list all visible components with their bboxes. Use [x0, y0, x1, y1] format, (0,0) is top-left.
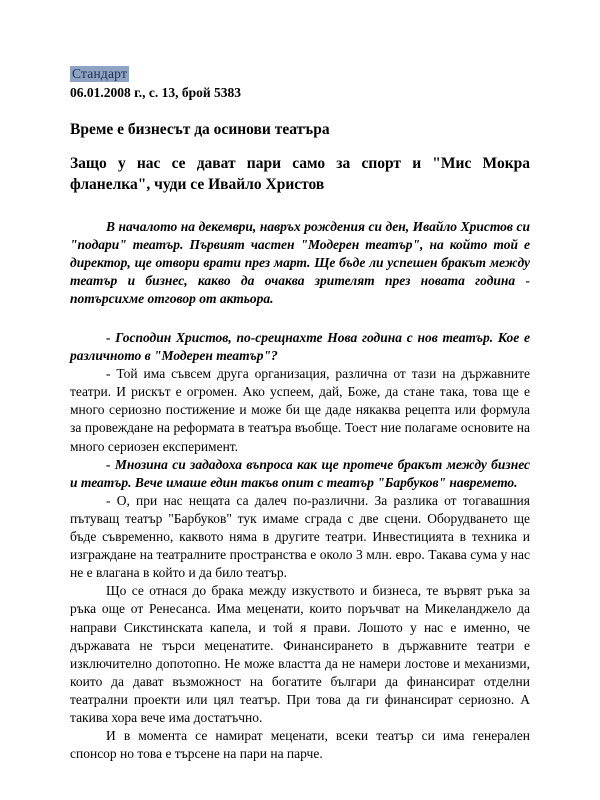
- article-subtitle: Защо у нас се дават пари само за спорт и "Мис Мокра фланелка", чуди се Ивайло Христов: [70, 155, 530, 193]
- publication-info: 06.01.2008 г., с. 13, брой 5383: [70, 85, 242, 100]
- body-paragraph-3: Що се отнася до брака между изкуството и бизнеса, те вървят ръка за ръка още от Ренесанса. Има меценати, които поръчват на Микеланджело да направи Сикстинската капела, и той я прави. Лошото у нас е именно, че държавата не търси меценатите. Финансирането в държавните театри е изключително допотопно. Не може властта да не намери лостове и механизми, които да дават възможност на богатите българи да финансират отделни театрални проекти или цял театър. При това да ги финансират сериозно. А такива хора вече има достатъчно.: [70, 583, 530, 725]
- article-body: [70, 329, 530, 763]
- interview-question-2: - Мнозина си зададоха въпроса как ще протече бракът между бизнес и театър. Вече имаше един такъв опит с театър "Барбуков" навремето.: [70, 456, 530, 490]
- article-lead: В началото на декември, навръх рождения си ден, Ивайло Христов си "подари" театър. Първият частен "Модерен театър", на който той е директор, ще отвори врати през март. Ще бъде ли успешен бракът между театър и бизнес, какво да очаква зрителят през новата година - потърсихме отговор от актьора.: [70, 219, 530, 306]
- interview-answer-2: - О, при нас нещата са далеч по-различни. За разлика от тогавашния пътуващ театър "Барбуков" тук имаме сграда с две сцени. Оборудването ще бъде съвременно, каквото няма в другите театри. Инвестицията в техника и изграждане на театралните пространства е около 3 млн. евро. Такава сума у нас не е влагана в който и да било театър.: [70, 492, 530, 581]
- interview-answer-1: - Той има съвсем друга организация, различна от тази на държавните театри. И рискът е огромен. Ако успеем, дай, Боже, да стане така, това ще е много сериозно постижение и може би ще даде някаква рецепта или формула за провеждане на реформата в театъра въобще. Тоест ние полагаме основите на много сериозен експеримент.: [70, 366, 530, 454]
- body-paragraph-4: И в момента се намират меценати, всеки театър си има генерален спонсор но това е търсене на пари на парче.: [70, 728, 530, 762]
- article-title: Време е бизнесът да осинови театъра: [70, 121, 330, 138]
- newspaper-logo: Стандарт: [72, 66, 128, 81]
- interview-question-1: - Господин Христов, по-срещнахте Нова година с нов театър. Кое е различното в "Модерен театър"?: [70, 330, 530, 364]
